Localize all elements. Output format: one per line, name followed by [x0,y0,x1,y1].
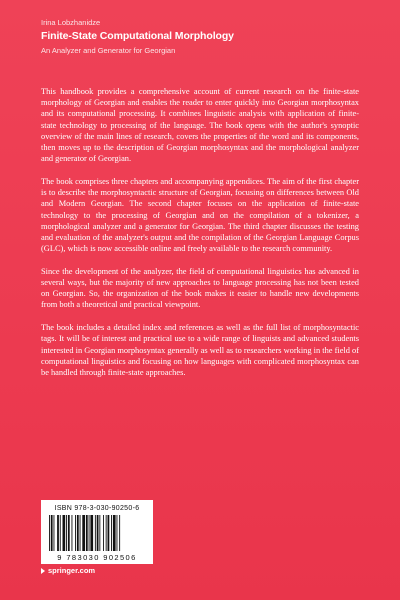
barcode-bar [113,515,116,551]
book-subtitle: An Analyzer and Generator for Georgian [41,46,176,55]
barcode-bar [80,515,81,551]
barcode-bar [66,515,67,551]
barcode-bar [90,515,93,551]
publisher-url: springer.com [48,566,96,575]
barcode-bar [77,515,79,551]
blurb-paragraph-1: This handbook provides a comprehensive account of current research on the finite-state morphology of Georgian and enables the reader to enter quickly into Georgian morphosyntax and its computational processing. It combines linguistic analysis with application of finite-state technology to processing of the language. The book opens with the author's synoptic overview of the main lines of research, covers the properties of the word and its components, then moves up to the description of Georgian morphosyntax and the morphological analyzer and generator of Georgian. [41,87,359,164]
blurb-paragraph-2: The book comprises three chapters and accompanying appendices. The aim of the first chapter is to describe the morphosyntactic structure of Georgian, focusing on differences between Old and Modern Georgian. The second chapter focuses on the application of finite-state technology to the processing of Georgian and on the compilation of a tokenizer, a morphological analyzer and a generator for Georgian. The third chapter discusses the testing and evaluation of the analyzer's output and the compilation of the Georgian Language Corpus (GLC), which is now accessible online and freely available to the research community. [41,176,359,254]
barcode-bar [111,515,112,551]
blurb-paragraph-3: Since the development of the analyzer, the field of computational linguistics has advanced in several ways, but the majority of new approaches to language processing has not been tested on Georgian. So, the organization of the book makes it easier to handle new developments from both a theoretical and practical viewpoint. [41,266,359,310]
barcode-bar [54,515,55,551]
barcode-digits: 9 783030 902506 [57,553,137,562]
isbn-label: ISBN 978-3-030-90250-6 [54,505,140,512]
barcode-bar [86,515,88,551]
barcode-bar [89,515,90,551]
barcode-bar [82,515,85,551]
blurb [41,86,359,390]
barcode-bar [103,515,104,551]
barcode-bar [108,515,110,551]
barcode-bar [49,515,50,551]
barcode-bar [117,515,118,551]
barcode-bar [106,515,107,551]
barcode-bar [51,515,53,551]
barcode-bar [63,515,66,551]
barcode-bar [57,515,59,551]
barcode-bar [99,515,100,551]
barcode-bar [97,515,99,551]
barcode-box [41,500,153,564]
author-name: Irina Lobzhanidze [41,18,101,27]
barcode-bar [72,515,73,551]
barcode-bar [95,515,96,551]
publisher-link[interactable] [41,566,95,575]
book-title: Finite-State Computational Morphology [41,30,234,42]
arrow-icon [41,568,45,574]
barcode-bar [68,515,70,551]
barcode-bar [75,515,76,551]
blurb-paragraph-4: The book includes a detailed index and references as well as the full list of morphosyntactic tags. It will be of interest and practical use to a wide range of linguists and advanced students interested in Georgian morphosyntax generally as well as to researchers working in the field of computational linguistics and focusing on how languages with complicated morphosyntax can be handled through finite-state approaches. [41,323,359,377]
barcode-bar [119,515,120,551]
barcode-icon [49,515,145,551]
barcode-bar [60,515,61,551]
